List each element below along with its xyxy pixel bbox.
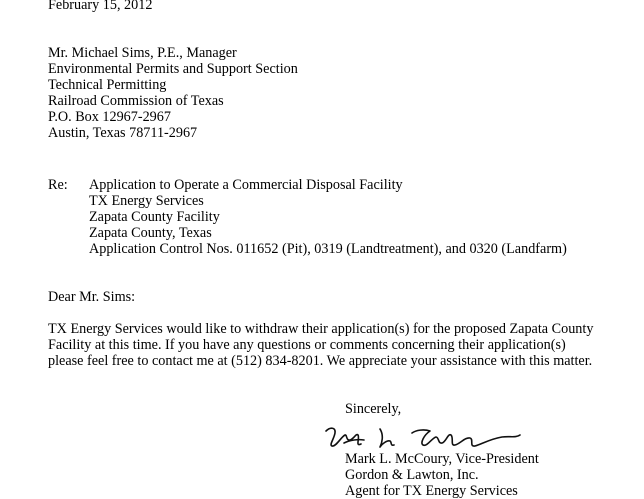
signer-company: Gordon & Lawton, Inc. [345,467,479,483]
subject-line: Zapata County, Texas [89,225,212,241]
body-line: Facility at this time. If you have any questions or comments concerning their application(s) [48,337,566,353]
recipient-department: Technical Permitting [48,77,167,93]
subject-line: Application Control Nos. 011652 (Pit), 0319 (Landtreatment), and 0320 (Landfarm) [89,241,567,257]
body-line: TX Energy Services would like to withdraw their application(s) for the proposed Zapata County [48,321,594,337]
signature-graphic [320,413,530,455]
closing: Sincerely, [345,401,402,417]
body-paragraph [48,321,593,369]
recipient-section: Environmental Permits and Support Section [48,61,298,77]
body-line: please feel free to contact me at (512) 834-8201. We appreciate your assistance with this matter. [48,353,593,369]
re-label: Re: [48,177,68,193]
signer-name: Mark L. McCoury, Vice-President [345,451,539,467]
letter-date: February 15, 2012 [48,0,153,13]
recipient-address [48,45,298,141]
signer-block [345,451,539,499]
recipient-city: Austin, Texas 78711-2967 [48,125,198,141]
recipient-organization: Railroad Commission of Texas [48,93,224,109]
signer-agent: Agent for TX Energy Services [345,483,518,499]
recipient-po-box: P.O. Box 12967-2967 [48,109,171,125]
subject-line: TX Energy Services [89,193,204,209]
subject-line: Zapata County Facility [89,209,220,225]
recipient-name: Mr. Michael Sims, P.E., Manager [48,45,237,61]
handwritten-signature [320,413,530,455]
subject-line: Application to Operate a Commercial Disposal Facility [89,177,403,193]
subject-block [89,177,567,257]
salutation: Dear Mr. Sims: [48,289,136,305]
